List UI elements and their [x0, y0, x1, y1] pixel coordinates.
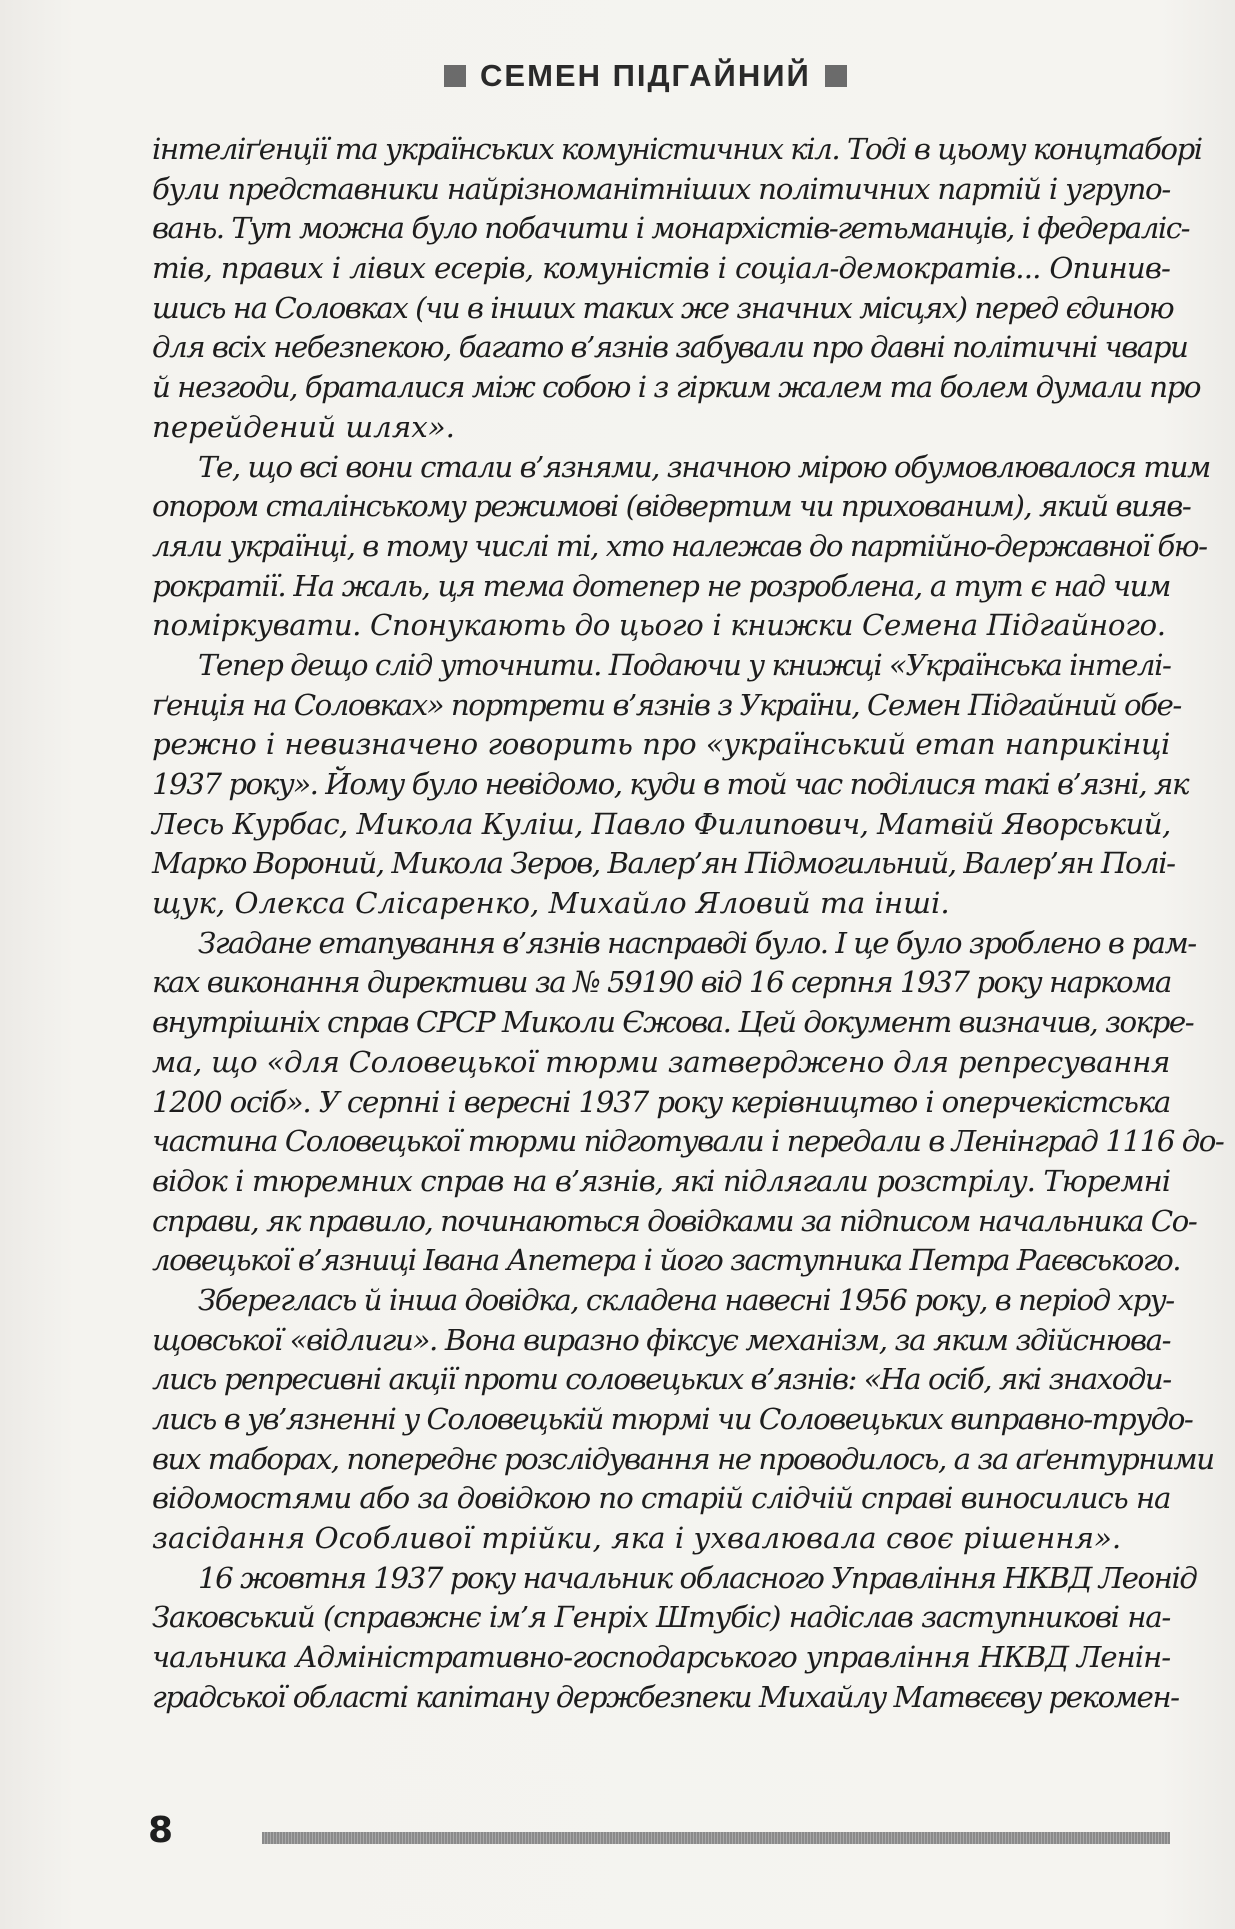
paragraph	[152, 1281, 1214, 1559]
paragraph	[152, 130, 1202, 448]
text-line: Лесь Курбас, Микола Куліш, Павло Филипович, Матвій Яворський,	[152, 806, 1171, 841]
text-line: 1937 року». Йому було невідомо, куди в той час поділися такі в’язні, як	[152, 767, 1188, 801]
text-line: лись репресивні акції проти соловецьких в’язнів: «На осіб, які знаходи-	[152, 1362, 1171, 1397]
text-line: ловецької в’язниці Івана Апетера і його заступника Петра Раєвського.	[152, 1243, 1181, 1278]
text-line: справи, як правило, починаються довідками за підписом начальника Со-	[152, 1203, 1197, 1238]
text-line: поміркувати. Спонукають до цього і книжки Семена Підгайного.	[152, 608, 1166, 643]
text-line: ках виконання директиви за № 59190 від 16 серпня 1937 року наркома	[152, 965, 1171, 1000]
header-title: СЕМЕН ПІДГАЙНИЙ	[480, 58, 811, 93]
text-line: рократії. На жаль, ця тема дотепер не розроблена, а тут є над чим	[152, 568, 1170, 603]
text-line: щук, Олекса Слісаренко, Михайло Яловий та інші.	[152, 886, 950, 921]
text-line: вих таборах, попереднє розслідування не проводилось, а за аґентурними	[152, 1441, 1214, 1476]
text-line: Збереглась й інша довідка, складена навесні 1956 року, в період хру-	[198, 1282, 1174, 1317]
text-line: й незгоди, браталися між собою і з гірким жалем та болем думали про	[152, 370, 1201, 405]
text-line: ляли українці, в тому числі ті, хто належав до партійно-державної бю-	[152, 528, 1207, 563]
text-line: відок і тюремних справ на в’язнів, які підлягали розстрілу. Тюремні	[152, 1163, 1170, 1198]
text-line: Тепер дещо слід уточнити. Подаючи у книжці «Українська інтелі-	[198, 647, 1171, 682]
text-line: 16 жовтня 1937 року начальник обласного Управління НКВД Леонід	[198, 1560, 1197, 1595]
text-line: Згадане етапування в’язнів насправді було. І це було зроблено в рам-	[198, 925, 1196, 960]
text-line: режно і невизначено говорить про «український етап наприкінці	[152, 727, 1170, 762]
paragraph	[152, 924, 1224, 1281]
paragraph	[152, 448, 1210, 646]
text-line: ґенція на Соловках» портрети в’язнів з України, Семен Підгайний обе-	[152, 687, 1181, 722]
text-line: 1200 осіб». У серпні і вересні 1937 року керівництво і оперчекістська	[152, 1084, 1170, 1119]
text-line: інтеліґенції та українських комуністичних кіл. Тоді в цьому концтаборі	[152, 132, 1202, 166]
text-line: тів, правих і лівих есерів, комуністів і соціал-демократів... Опинив-	[152, 251, 1170, 286]
text-line: Марко Вороний, Микола Зеров, Валер’ян Підмогильний, Валер’ян Полі-	[152, 846, 1175, 881]
footer-rule	[262, 1832, 1170, 1844]
header-square-left-icon	[444, 65, 466, 87]
text-line: градської області капітану держбезпеки Михайлу Матвєєву рекомен-	[152, 1679, 1179, 1714]
text-line: чальника Адміністративно-господарського управління НКВД Ленін-	[152, 1640, 1170, 1675]
text-line: щовської «відлиги». Вона виразно фіксує механізм, за яким здійснюва-	[152, 1322, 1171, 1357]
page-number: 8	[148, 1810, 174, 1851]
text-line: для всіх небезпекою, багато в’язнів забували про давні політичні чвари	[152, 330, 1188, 365]
text-line: були представники найрізноманітніших політичних партій і угрупо-	[152, 171, 1170, 206]
text-line: засідання Особливої трійки, яка і ухвалювала своє рішення».	[152, 1521, 1122, 1556]
header-square-right-icon	[825, 65, 847, 87]
text-line: частина Соловецької тюрми підготували і передали в Ленінград 1116 до-	[152, 1124, 1224, 1159]
text-line: Заковський (справжнє ім’я Генріх Штубіс) надіслав заступникові на-	[152, 1600, 1170, 1635]
running-header	[444, 56, 847, 96]
text-line: ма, що «для Соловецької тюрми затверджено для репресування	[152, 1044, 1170, 1079]
body-text	[152, 130, 1224, 1718]
text-line: шись на Соловках (чи в інших таких же значних місцях) перед єдиною	[152, 290, 1174, 325]
paragraph	[152, 1559, 1197, 1718]
text-line: відомостями або за довідкою по старій слідчій справі виносились на	[152, 1481, 1171, 1516]
text-line: лись в ув’язненні у Соловецькій тюрмі чи Соловецьких виправно-трудо-	[152, 1402, 1193, 1436]
text-line: вань. Тут можна було побачити і монархістів-гетьманців, і федераліс-	[152, 211, 1190, 246]
text-line: перейдений шлях».	[152, 409, 455, 444]
text-line: опором сталінському режимові (відвертим чи прихованим), який вияв-	[152, 489, 1191, 524]
text-line: Те, що всі вони стали в’язнями, значною мірою обумовлювалося тим	[198, 449, 1210, 484]
paragraph	[152, 646, 1188, 924]
text-line: внутрішніх справ СРСР Миколи Єжова. Цей документ визначив, зокре-	[152, 1005, 1194, 1040]
